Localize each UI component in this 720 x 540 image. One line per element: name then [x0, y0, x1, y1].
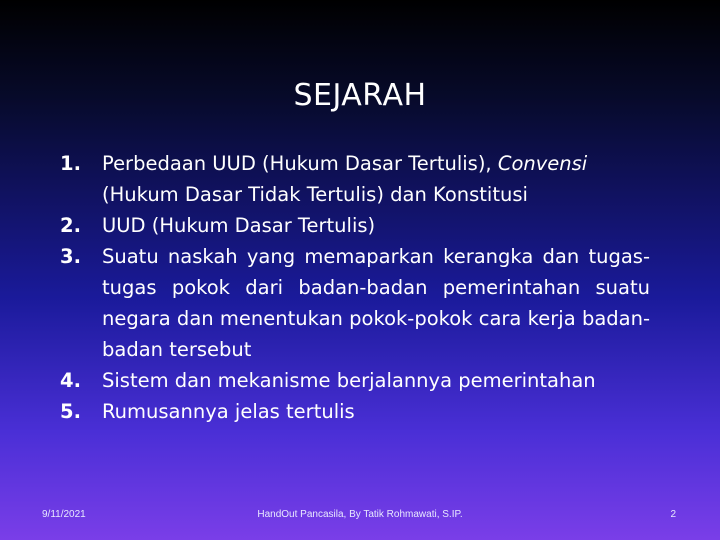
slide-title: SEJARAH — [293, 78, 427, 113]
list-item-text: Suatu naskah yang memaparkan kerangka dan tugas-tugas pokok dari badan-badan pemerintahan suatu negara dan menentukan pokok-pokok cara kerja badan-badan tersebut — [102, 245, 650, 361]
list-item — [60, 210, 650, 241]
list-item-text — [102, 148, 650, 210]
list-number: 5. — [60, 400, 81, 423]
list-item — [60, 148, 650, 210]
list-number: 2. — [60, 214, 81, 237]
list-number: 4. — [60, 369, 81, 392]
list-item — [60, 365, 650, 396]
list-number: 3. — [60, 245, 81, 268]
footer-text: HandOut Pancasila, By Tatik Rohmawati, S.IP. — [257, 509, 463, 520]
list-item-text: Sistem dan mekanisme berjalannya pemerintahan — [102, 369, 596, 392]
history-list — [60, 148, 650, 427]
footer-date: 9/11/2021 — [42, 509, 86, 520]
list-text-part: Perbedaan UUD (Hukum Dasar Tertulis), — [102, 152, 498, 175]
list-text-part: (Hukum Dasar Tidak Tertulis) dan Konstitusi — [102, 183, 528, 206]
list-text-italic: Convensi — [497, 152, 588, 175]
list-item-text: Rumusannya jelas tertulis — [102, 400, 355, 423]
list-item-text: UUD (Hukum Dasar Tertulis) — [102, 214, 376, 237]
page-number: 2 — [670, 509, 676, 520]
list-number: 1. — [60, 152, 81, 175]
list-item — [60, 241, 650, 365]
list-item — [60, 396, 650, 427]
